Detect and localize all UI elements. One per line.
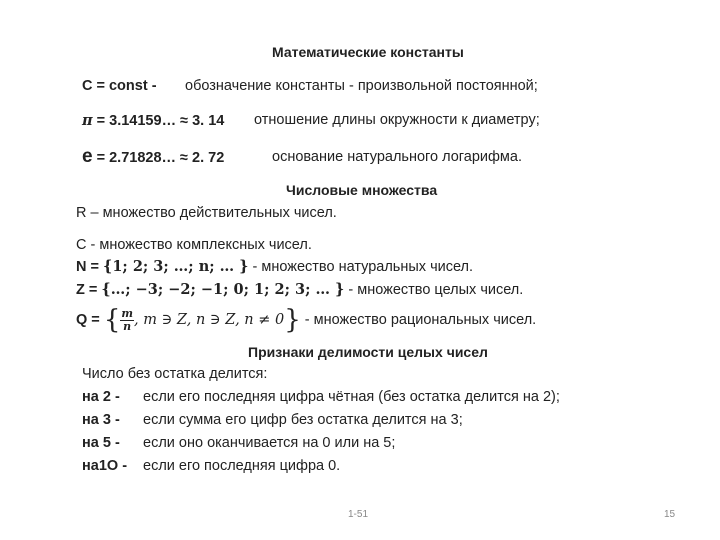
const-pi-value: = 3.14159… ≈ 3. 14 — [92, 113, 225, 129]
set-q-line — [76, 305, 536, 335]
set-n-body: {1; 2; 3; …; n; … } — [103, 258, 249, 275]
rule-label: на 3 - — [82, 412, 120, 428]
const-e-row — [82, 146, 224, 168]
q-numerator: m — [121, 306, 133, 320]
q-denominator: n — [123, 319, 132, 333]
set-z-line — [76, 281, 523, 298]
page-number: 15 — [664, 509, 676, 520]
constants-title: Математические константы — [272, 44, 464, 60]
const-e-value: = 2.71828… ≈ 2. 72 — [92, 150, 225, 166]
set-q-prefix: Q = — [76, 311, 104, 328]
set-n-line — [76, 258, 473, 275]
divisibility-intro: Число без остатка делится: — [82, 366, 268, 382]
const-pi-desc: отношение длины окружности к диаметру; — [254, 112, 540, 128]
const-e-symbol: е — [82, 146, 93, 167]
footer-slide-ref: 1-51 — [348, 509, 369, 520]
set-z-desc: - множество целых чисел. — [344, 282, 524, 298]
rule-text: если сумма его цифр без остатка делится на 3; — [143, 412, 463, 428]
const-pi-row — [82, 112, 224, 129]
divisibility-title: Признаки делимости целых чисел — [248, 344, 488, 360]
rule-text: если его последняя цифра чётная (без остатка делится на 2); — [143, 389, 560, 405]
set-n-prefix: N = — [76, 259, 103, 275]
rule-label: на1О - — [82, 458, 128, 474]
rule-label: на 2 - — [82, 389, 120, 405]
rule-label: на 5 - — [82, 435, 120, 451]
sets-title: Числовые множества — [286, 182, 438, 198]
set-z-body: {…; −3; −2; −1; 0; 1; 2; 3; … } — [101, 281, 345, 298]
const-pi-symbol: π — [82, 112, 93, 129]
rule-text: если его последняя цифра 0. — [143, 458, 341, 474]
q-fraction — [120, 308, 134, 333]
set-n-desc: - множество натуральных чисел. — [248, 259, 474, 275]
set-z-prefix: Z = — [76, 282, 102, 298]
set-q-desc: - множество рациональных чисел. — [300, 311, 537, 328]
right-brace-icon: } — [284, 305, 301, 335]
const-c-desc: обозначение константы - произвольной постоянной; — [185, 78, 538, 94]
set-r-line: R – множество действительных чисел. — [76, 205, 337, 221]
rule-text: если оно оканчивается на 0 или на 5; — [143, 435, 396, 451]
const-c-row — [82, 78, 157, 94]
const-e-desc: основание натурального логарифма. — [272, 149, 522, 165]
set-c-line: C - множество комплексных чисел. — [76, 237, 312, 253]
left-brace-icon: { — [103, 305, 121, 335]
q-condition: , m ∋ Z, n ∋ Z, n ≠ 0 — [134, 311, 285, 328]
const-c-symbol: C = const - — [82, 78, 157, 94]
